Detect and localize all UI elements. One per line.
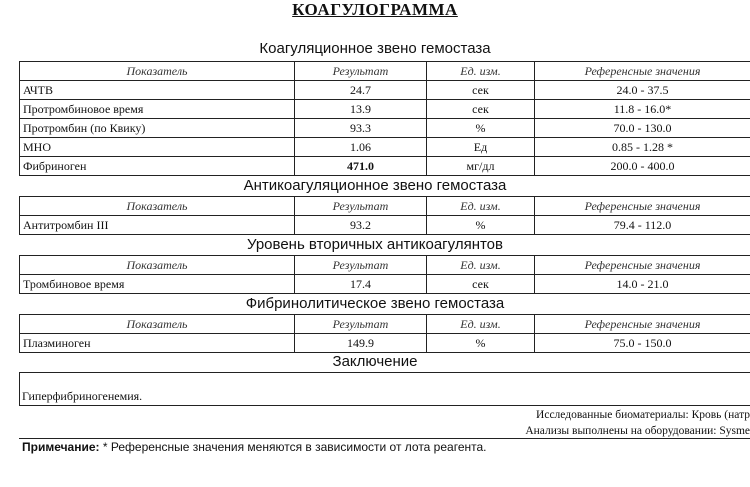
param-name: Плазминоген [20,334,295,353]
param-unit: % [427,119,535,138]
param-ref: 24.0 - 37.5 [535,81,750,100]
param-unit: сек [427,81,535,100]
divider [19,438,750,439]
conclusion-text: Гиперфибриногенемия. [22,389,143,403]
header-param: Показатель [20,315,295,334]
param-result-abnormal: 471.0 [295,157,427,176]
param-name: Фибриноген [20,157,295,176]
table-row [20,100,750,119]
header-ref: Референсные значения [535,315,750,334]
header-param: Показатель [20,62,295,81]
table-row [20,275,750,294]
param-name: МНО [20,138,295,157]
section-title-anticoagulation: Антикоагуляционное звено гемостаза [243,177,507,194]
param-ref: 75.0 - 150.0 [535,334,750,353]
section-title-fibrinolytic: Фибринолитическое звено гемостаза [245,295,505,312]
section-title-coagulation: Коагуляционное звено гемостаза [259,40,491,57]
conclusion-title: Заключение [332,353,418,370]
param-unit: % [427,216,535,235]
header-ref: Референсные значения [535,197,750,216]
secondary-anticoagulants-table [19,255,750,294]
param-ref: 0.85 - 1.28 * [535,138,750,157]
param-result: 24.7 [295,81,427,100]
header-param: Показатель [20,256,295,275]
param-name: Тромбиновое время [20,275,295,294]
section-title-secondary-anticoagulants: Уровень вторичных антикоагулянтов [246,236,503,253]
param-ref: 14.0 - 21.0 [535,275,750,294]
anticoagulation-table [19,196,750,235]
header-result: Результат [295,315,427,334]
param-name: АЧТВ [20,81,295,100]
param-result: 93.3 [295,119,427,138]
header-result: Результат [295,62,427,81]
table-header-row [20,256,750,275]
param-name: Антитромбин III [20,216,295,235]
header-unit: Ед. изм. [427,197,535,216]
biomaterial-line: Исследованные биоматериалы: Кровь (натр [536,409,750,421]
table-header-row [20,62,750,81]
footnote-label: Примечание: [22,440,100,454]
table-header-row [20,197,750,216]
document-title: КОАГУЛОГРАММА [292,0,458,19]
table-row [20,138,750,157]
param-ref: 70.0 - 130.0 [535,119,750,138]
param-unit: Ед [427,138,535,157]
header-ref: Референсные значения [535,256,750,275]
param-unit: сек [427,275,535,294]
param-result: 17.4 [295,275,427,294]
header-unit: Ед. изм. [427,256,535,275]
conclusion-box [19,372,750,406]
param-result: 13.9 [295,100,427,119]
table-row [20,157,750,176]
footnote-text: * Референсные значения меняются в зависимости от лота реагента. [99,440,487,454]
header-result: Результат [295,256,427,275]
param-unit: мг/дл [427,157,535,176]
table-row [20,81,750,100]
param-unit: % [427,334,535,353]
param-name: Протромбин (по Квику) [20,119,295,138]
header-result: Результат [295,197,427,216]
param-ref: 79.4 - 112.0 [535,216,750,235]
param-ref: 11.8 - 16.0* [535,100,750,119]
fibrinolytic-table [19,314,750,353]
footnote [22,440,487,454]
coagulation-table [19,61,750,176]
param-result: 1.06 [295,138,427,157]
header-unit: Ед. изм. [427,62,535,81]
param-unit: сек [427,100,535,119]
header-param: Показатель [20,197,295,216]
equipment-line: Анализы выполнены на оборудовании: Sysme [525,425,750,437]
header-ref: Референсные значения [535,62,750,81]
table-header-row [20,315,750,334]
param-result: 93.2 [295,216,427,235]
param-name: Протромбиновое время [20,100,295,119]
table-row [20,334,750,353]
param-result: 149.9 [295,334,427,353]
table-row [20,216,750,235]
header-unit: Ед. изм. [427,315,535,334]
param-ref: 200.0 - 400.0 [535,157,750,176]
table-row [20,119,750,138]
